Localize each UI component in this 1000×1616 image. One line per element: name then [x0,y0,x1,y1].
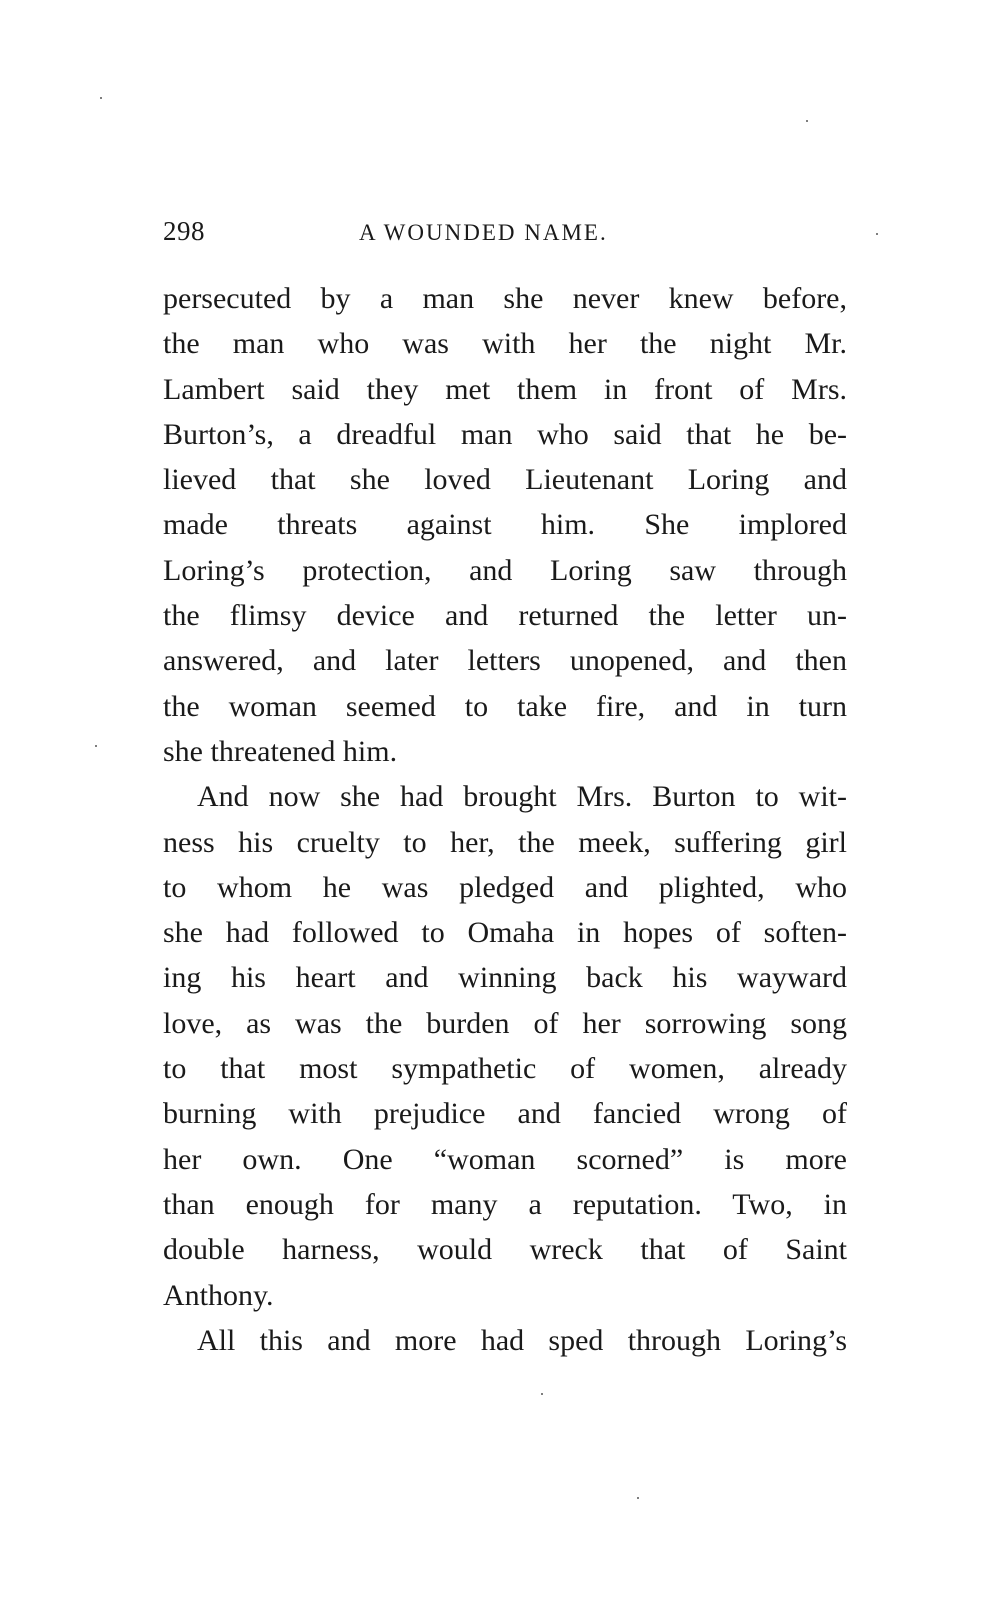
text-line: made threats against him. She implored [163,508,847,542]
scan-speck [541,1393,543,1395]
text-line: the man who was with her the night Mr. [163,327,847,361]
scan-speck [806,120,808,122]
scan-speck [876,233,878,235]
text-line: lieved that she loved Lieutenant Loring and [163,463,847,497]
page-number: 298 [163,216,205,246]
text-line: Loring’s protection, and Loring saw through [163,553,847,587]
text-line: burning with prejudice and fancied wrong of [163,1097,847,1131]
text-line: the woman seemed to take fire, and in turn [163,689,847,723]
running-title: A WOUNDED NAME. [359,220,608,245]
paragraph-end-line: Anthony. [163,1278,274,1312]
page-header [163,216,847,246]
text-line: double harness, would wreck that of Saint [163,1233,847,1267]
text-line: ness his cruelty to her, the meek, suffering girl [163,825,847,859]
text-line: persecuted by a man she never knew before, [163,282,847,315]
paragraph-end-line: she threatened him. [163,734,398,768]
scan-speck [100,97,102,99]
text-line: Lambert said they met them in front of Mrs. [163,372,847,406]
text-line: love, as was the burden of her sorrowing song [163,1006,847,1040]
text-line: to that most sympathetic of women, already [163,1052,847,1086]
text-line: Burton’s, a dreadful man who said that he be- [163,417,847,451]
paragraph-start-line: All this and more had sped through Loring’s [197,1323,847,1357]
text-line: she had followed to Omaha in hopes of soften- [163,916,847,950]
text-line: to whom he was pledged and plighted, who [163,870,847,904]
scan-speck [637,1497,639,1499]
text-line: the flimsy device and returned the letter un- [163,599,847,633]
text-line: than enough for many a reputation. Two, in [163,1187,847,1221]
text-line: her own. One “woman scorned” is more [163,1142,847,1176]
text-line: answered, and later letters unopened, and then [163,644,847,678]
body-text [163,276,847,1363]
scan-speck [95,745,97,747]
paragraph-start-line: And now she had brought Mrs. Burton to wit- [197,780,847,814]
text-line: ing his heart and winning back his wayward [163,961,847,995]
